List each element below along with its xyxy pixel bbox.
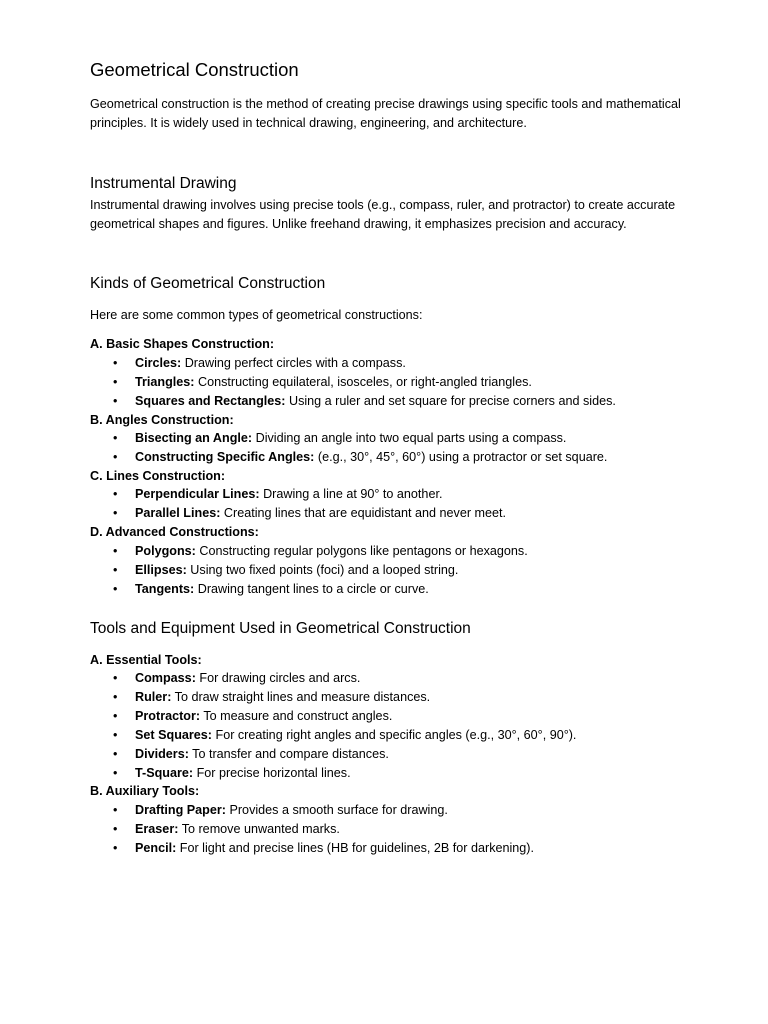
list-item-description: To remove unwanted marks. xyxy=(178,822,340,836)
list-item-term: Circles: xyxy=(135,356,182,370)
list-item xyxy=(90,373,616,392)
list-item xyxy=(90,820,534,839)
list-item-term: Bisecting an Angle: xyxy=(135,431,253,445)
kinds-group-list xyxy=(90,429,607,467)
list-item xyxy=(90,561,528,580)
list-item-description: Constructing regular polygons like pentagons or hexagons. xyxy=(195,544,528,558)
bullet-icon: • xyxy=(113,582,118,596)
list-item-term: Set Squares: xyxy=(135,728,212,742)
list-item-description: Creating lines that are equidistant and never meet. xyxy=(220,506,507,520)
list-item-term: Parallel Lines: xyxy=(135,506,221,520)
tools-group-list xyxy=(90,669,576,783)
list-item-description: To draw straight lines and measure distances. xyxy=(171,690,431,704)
tools-group-list xyxy=(90,801,534,858)
list-item xyxy=(90,504,506,523)
bullet-icon: • xyxy=(113,841,118,855)
bullet-icon: • xyxy=(113,747,118,761)
list-item-term: Polygons: xyxy=(135,544,196,558)
list-item-term: Protractor: xyxy=(135,709,201,723)
list-item xyxy=(90,485,506,504)
list-item xyxy=(90,726,576,745)
list-item-term: Squares and Rectangles: xyxy=(135,394,286,408)
list-item-term: Ruler: xyxy=(135,690,172,704)
kinds-group-list xyxy=(90,485,506,523)
list-item-term: Eraser: xyxy=(135,822,179,836)
list-item xyxy=(90,669,576,688)
bullet-icon: • xyxy=(113,544,118,558)
list-item-term: Tangents: xyxy=(135,582,195,596)
list-item-description: To measure and construct angles. xyxy=(200,709,393,723)
instrumental-paragraph: Instrumental drawing involves using precise tools (e.g., compass, ruler, and protractor) to create accurate geometrical shapes and figures. Unlike freehand drawing, it emphasizes precision and accuracy. xyxy=(90,198,676,231)
list-item-description: (e.g., 30°, 45°, 60°) using a protractor or set square. xyxy=(314,450,608,464)
kinds-heading: Kinds of Geometrical Construction xyxy=(90,275,326,292)
list-item-term: Perpendicular Lines: xyxy=(135,487,260,501)
bullet-icon: • xyxy=(113,822,118,836)
kinds-group-list xyxy=(90,542,528,599)
list-item-description: Dividing an angle into two equal parts using a compass. xyxy=(252,431,567,445)
list-item xyxy=(90,354,616,373)
tools-group-label: B. Auxiliary Tools: xyxy=(90,784,200,798)
list-item-term: Constructing Specific Angles: xyxy=(135,450,315,464)
list-item-description: Drawing a line at 90° to another. xyxy=(259,487,443,501)
kinds-group-label: D. Advanced Constructions: xyxy=(90,525,259,539)
list-item-term: Dividers: xyxy=(135,747,189,761)
list-item-term: Ellipses: xyxy=(135,563,187,577)
list-item-term: Drafting Paper: xyxy=(135,803,226,817)
list-item xyxy=(90,688,576,707)
list-item-term: T-Square: xyxy=(135,766,194,780)
bullet-icon: • xyxy=(113,766,118,780)
kinds-group-list xyxy=(90,354,616,411)
list-item-description: For drawing circles and arcs. xyxy=(195,671,361,685)
bullet-icon: • xyxy=(113,671,118,685)
list-item-description: Constructing equilateral, isosceles, or right-angled triangles. xyxy=(194,375,532,389)
list-item xyxy=(90,839,534,858)
kinds-group-label: B. Angles Construction: xyxy=(90,413,234,427)
kinds-intro: Here are some common types of geometrical constructions: xyxy=(90,308,423,322)
list-item xyxy=(90,448,607,467)
bullet-icon: • xyxy=(113,450,118,464)
bullet-icon: • xyxy=(113,431,118,445)
list-item xyxy=(90,429,607,448)
bullet-icon: • xyxy=(113,487,118,501)
kinds-group-label: C. Lines Construction: xyxy=(90,469,226,483)
kinds-group-label: A. Basic Shapes Construction: xyxy=(90,337,275,351)
bullet-icon: • xyxy=(113,394,118,408)
list-item xyxy=(90,707,576,726)
tools-heading: Tools and Equipment Used in Geometrical Construction xyxy=(90,620,471,637)
list-item-description: Drawing tangent lines to a circle or curve. xyxy=(194,582,429,596)
instrumental-heading: Instrumental Drawing xyxy=(90,175,237,192)
list-item-description: Provides a smooth surface for drawing. xyxy=(225,803,448,817)
bullet-icon: • xyxy=(113,563,118,577)
bullet-icon: • xyxy=(113,690,118,704)
bullet-icon: • xyxy=(113,803,118,817)
list-item xyxy=(90,392,616,411)
list-item-description: Drawing perfect circles with a compass. xyxy=(181,356,406,370)
tools-group-label: A. Essential Tools: xyxy=(90,653,202,667)
list-item-term: Pencil: xyxy=(135,841,177,855)
list-item xyxy=(90,745,576,764)
bullet-icon: • xyxy=(113,356,118,370)
list-item xyxy=(90,580,528,599)
list-item-description: To transfer and compare distances. xyxy=(188,747,389,761)
list-item-term: Compass: xyxy=(135,671,196,685)
list-item-description: Using a ruler and set square for precise corners and sides. xyxy=(285,394,616,408)
list-item-description: Using two fixed points (foci) and a looped string. xyxy=(186,563,459,577)
bullet-icon: • xyxy=(113,506,118,520)
list-item xyxy=(90,801,534,820)
intro-paragraph: Geometrical construction is the method of creating precise drawings using specific tools and mathematical principles. It is widely used in technical drawing, engineering, and architecture. xyxy=(90,97,681,130)
list-item-description: For precise horizontal lines. xyxy=(193,766,351,780)
document-title: Geometrical Construction xyxy=(90,59,299,80)
list-item-description: For light and precise lines (HB for guidelines, 2B for darkening). xyxy=(176,841,534,855)
list-item-term: Triangles: xyxy=(135,375,195,389)
bullet-icon: • xyxy=(113,375,118,389)
bullet-icon: • xyxy=(113,709,118,723)
list-item xyxy=(90,764,576,783)
list-item-description: For creating right angles and specific angles (e.g., 30°, 60°, 90°). xyxy=(212,728,577,742)
bullet-icon: • xyxy=(113,728,118,742)
list-item xyxy=(90,542,528,561)
